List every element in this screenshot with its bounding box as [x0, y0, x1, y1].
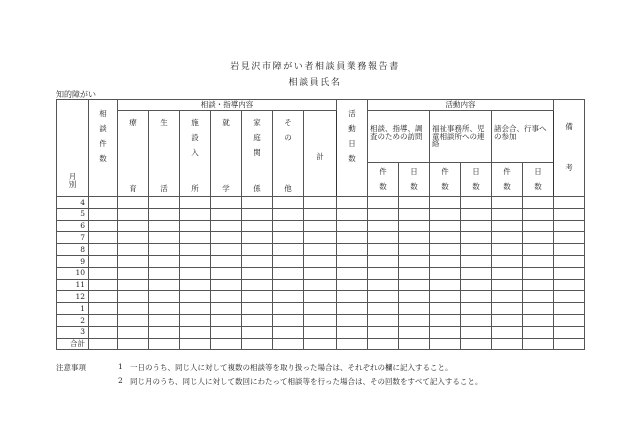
entry-cell[interactable]	[211, 232, 242, 244]
entry-cell[interactable]	[89, 197, 118, 209]
entry-cell[interactable]	[368, 208, 399, 220]
entry-cell[interactable]	[368, 291, 399, 303]
entry-cell[interactable]	[118, 326, 149, 338]
entry-cell[interactable]	[304, 267, 337, 279]
entry-cell[interactable]	[554, 255, 585, 267]
activity-group-header: 活動内容	[368, 100, 554, 111]
entry-cell[interactable]	[273, 267, 304, 279]
note-text: 同じ月のうち、同じ人に対して数回にわたって相談等を行った場合は、その回数をすべて記入すること。	[130, 377, 483, 386]
entry-cell[interactable]	[273, 303, 304, 315]
entry-cell[interactable]	[337, 220, 368, 232]
entry-cell[interactable]	[211, 197, 242, 209]
consult-col-header	[118, 111, 149, 197]
entry-cell[interactable]	[368, 326, 399, 338]
entry-cell[interactable]	[368, 232, 399, 244]
entry-cell[interactable]	[554, 197, 585, 209]
entry-cell[interactable]	[149, 303, 180, 315]
consult-col-bottom-label: 所	[191, 183, 199, 193]
entry-cell[interactable]	[399, 326, 430, 338]
month-label: 5	[57, 208, 89, 220]
entry-cell[interactable]	[523, 232, 554, 244]
entry-cell[interactable]	[461, 255, 492, 267]
entry-cell[interactable]	[304, 220, 337, 232]
entry-cell[interactable]	[523, 208, 554, 220]
total-label: 合計	[57, 338, 89, 350]
entry-cell[interactable]	[554, 279, 585, 291]
entry-cell[interactable]	[492, 208, 523, 220]
entry-cell[interactable]	[399, 255, 430, 267]
document-title: 岩見沢市障がい者相談員業務報告書	[230, 62, 400, 72]
entry-cell[interactable]	[337, 279, 368, 291]
entry-cell[interactable]	[523, 220, 554, 232]
entry-cell[interactable]	[118, 314, 149, 326]
entry-cell[interactable]	[430, 220, 461, 232]
entry-cell[interactable]	[523, 279, 554, 291]
entry-cell[interactable]	[118, 255, 149, 267]
disability-category: 知的障がい	[56, 90, 96, 99]
entry-cell[interactable]	[337, 314, 368, 326]
entry-cell[interactable]	[492, 314, 523, 326]
entry-cell[interactable]	[461, 338, 492, 350]
entry-cell[interactable]	[399, 338, 430, 350]
total-header: 計	[304, 111, 337, 197]
entry-cell[interactable]	[242, 338, 273, 350]
entry-cell[interactable]	[304, 232, 337, 244]
consult-col-bottom-label: 活	[160, 183, 168, 193]
entry-cell[interactable]	[304, 314, 337, 326]
entry-cell[interactable]	[461, 208, 492, 220]
entry-cell[interactable]	[118, 232, 149, 244]
entry-cell[interactable]	[368, 197, 399, 209]
entry-cell[interactable]	[89, 244, 118, 256]
entry-cell[interactable]	[89, 208, 118, 220]
entry-cell[interactable]	[461, 291, 492, 303]
entry-cell[interactable]	[430, 197, 461, 209]
entry-cell[interactable]	[211, 291, 242, 303]
entry-cell[interactable]	[523, 326, 554, 338]
entry-cell[interactable]	[399, 291, 430, 303]
entry-cell[interactable]	[242, 326, 273, 338]
entry-cell[interactable]	[399, 279, 430, 291]
entry-cell[interactable]	[492, 244, 523, 256]
entry-cell[interactable]	[492, 279, 523, 291]
consult-col-top-label: 家 庭 関	[253, 118, 261, 157]
entry-cell[interactable]	[399, 232, 430, 244]
entry-cell[interactable]	[461, 232, 492, 244]
entry-cell[interactable]	[149, 208, 180, 220]
entry-cell[interactable]	[180, 197, 211, 209]
entry-cell[interactable]	[149, 244, 180, 256]
table-row	[57, 314, 585, 326]
consult-col-header	[242, 111, 273, 197]
entry-cell[interactable]	[118, 244, 149, 256]
entry-cell[interactable]	[399, 244, 430, 256]
entry-cell[interactable]	[242, 220, 273, 232]
entry-cell[interactable]	[273, 291, 304, 303]
entry-cell[interactable]	[523, 338, 554, 350]
entry-cell[interactable]	[89, 232, 118, 244]
entry-cell[interactable]	[118, 279, 149, 291]
entry-cell[interactable]	[368, 314, 399, 326]
entry-cell[interactable]	[89, 326, 118, 338]
entry-cell[interactable]	[461, 220, 492, 232]
month-label: 3	[57, 326, 89, 338]
table-row	[57, 303, 585, 315]
entry-cell[interactable]	[273, 220, 304, 232]
activity-days-header: 活 動 日 数	[337, 100, 368, 197]
entry-cell[interactable]	[492, 303, 523, 315]
entry-cell[interactable]	[273, 244, 304, 256]
consult-col-header	[180, 111, 211, 197]
entry-cell[interactable]	[461, 197, 492, 209]
month-label: 1	[57, 303, 89, 315]
entry-cell[interactable]	[242, 303, 273, 315]
entry-cell[interactable]	[399, 314, 430, 326]
entry-cell[interactable]	[304, 303, 337, 315]
entry-cell[interactable]	[430, 208, 461, 220]
table-row	[57, 232, 585, 244]
month-label: 10	[57, 267, 89, 279]
consult-col-top-label: 就	[222, 118, 230, 127]
entry-cell[interactable]	[430, 232, 461, 244]
entry-cell[interactable]	[180, 326, 211, 338]
entry-cell[interactable]	[337, 291, 368, 303]
entry-cell[interactable]	[337, 255, 368, 267]
entry-cell[interactable]	[180, 338, 211, 350]
entry-cell[interactable]	[273, 232, 304, 244]
entry-cell[interactable]	[368, 267, 399, 279]
table-row	[57, 279, 585, 291]
consult-col-header	[273, 111, 304, 197]
contact-days-header: 日 数	[461, 163, 492, 197]
month-label: 12	[57, 291, 89, 303]
entry-cell[interactable]	[430, 244, 461, 256]
entry-cell[interactable]	[89, 267, 118, 279]
entry-cell[interactable]	[523, 244, 554, 256]
activity-contact-header: 福祉事務所、児童相談所への連絡	[430, 111, 492, 163]
table-row	[57, 326, 585, 338]
entry-cell[interactable]	[554, 338, 585, 350]
entry-cell[interactable]	[273, 326, 304, 338]
entry-cell[interactable]	[242, 255, 273, 267]
table-row	[57, 220, 585, 232]
consult-col-top-label: 施 設 入	[191, 118, 199, 157]
entry-cell[interactable]	[368, 279, 399, 291]
entry-cell[interactable]	[399, 220, 430, 232]
entry-cell[interactable]	[118, 220, 149, 232]
entry-cell[interactable]	[242, 279, 273, 291]
entry-cell[interactable]	[461, 314, 492, 326]
entry-cell[interactable]	[211, 338, 242, 350]
entry-cell[interactable]	[304, 338, 337, 350]
entry-cell[interactable]	[149, 291, 180, 303]
contact-count-header: 件 数	[430, 163, 461, 197]
entry-cell[interactable]	[149, 326, 180, 338]
table-row	[57, 291, 585, 303]
entry-cell[interactable]	[242, 291, 273, 303]
entry-cell[interactable]	[337, 244, 368, 256]
entry-cell[interactable]	[368, 303, 399, 315]
entry-cell[interactable]	[492, 267, 523, 279]
entry-cell[interactable]	[337, 208, 368, 220]
month-header: 月 別	[57, 100, 89, 197]
entry-cell[interactable]	[430, 267, 461, 279]
entry-cell[interactable]	[304, 208, 337, 220]
month-label: 2	[57, 314, 89, 326]
table-row	[57, 208, 585, 220]
note-text: 一日のうち、同じ人に対して複数の相談等を取り扱った場合は、それぞれの欄に記入すること。	[130, 363, 453, 372]
entry-cell[interactable]	[523, 303, 554, 315]
entry-cell[interactable]	[554, 208, 585, 220]
entry-cell[interactable]	[242, 314, 273, 326]
entry-cell[interactable]	[337, 303, 368, 315]
entry-cell[interactable]	[461, 244, 492, 256]
entry-cell[interactable]	[304, 326, 337, 338]
consult-col-top-label: そ の	[284, 118, 292, 142]
month-label: 6	[57, 220, 89, 232]
entry-cell[interactable]	[399, 197, 430, 209]
entry-cell[interactable]	[180, 220, 211, 232]
table-row	[57, 244, 585, 256]
notes-label: 注意事項	[56, 363, 86, 372]
entry-cell[interactable]	[399, 208, 430, 220]
entry-cell[interactable]	[149, 314, 180, 326]
entry-cell[interactable]	[304, 244, 337, 256]
entry-cell[interactable]	[149, 220, 180, 232]
consult-col-header	[149, 111, 180, 197]
entry-cell[interactable]	[211, 255, 242, 267]
consult-col-bottom-label: 学	[222, 183, 230, 193]
entry-cell[interactable]	[399, 303, 430, 315]
entry-cell[interactable]	[89, 314, 118, 326]
entry-cell[interactable]	[273, 255, 304, 267]
entry-cell[interactable]	[242, 208, 273, 220]
entry-cell[interactable]	[461, 267, 492, 279]
entry-cell[interactable]	[180, 255, 211, 267]
entry-cell[interactable]	[242, 232, 273, 244]
entry-cell[interactable]	[368, 255, 399, 267]
note-number: 2	[118, 376, 123, 385]
entry-cell[interactable]	[554, 267, 585, 279]
entry-cell[interactable]	[492, 197, 523, 209]
entry-cell[interactable]	[368, 244, 399, 256]
entry-cell[interactable]	[430, 338, 461, 350]
entry-cell[interactable]	[430, 326, 461, 338]
entry-cell[interactable]	[430, 255, 461, 267]
entry-cell[interactable]	[399, 267, 430, 279]
entry-cell[interactable]	[430, 279, 461, 291]
entry-cell[interactable]	[304, 291, 337, 303]
entry-cell[interactable]	[149, 338, 180, 350]
month-label: 9	[57, 255, 89, 267]
entry-cell[interactable]	[554, 291, 585, 303]
entry-cell[interactable]	[180, 244, 211, 256]
activity-visit-header: 相談、指導、調査のための訪問	[368, 111, 430, 163]
report-table	[56, 99, 585, 350]
entry-cell[interactable]	[523, 291, 554, 303]
table-row	[57, 197, 585, 209]
month-label: 4	[57, 197, 89, 209]
entry-cell[interactable]	[118, 197, 149, 209]
entry-cell[interactable]	[118, 338, 149, 350]
entry-cell[interactable]	[89, 255, 118, 267]
note-number: 1	[118, 362, 123, 371]
entry-cell[interactable]	[461, 326, 492, 338]
entry-cell[interactable]	[89, 303, 118, 315]
entry-cell[interactable]	[180, 232, 211, 244]
table-row	[57, 267, 585, 279]
entry-cell[interactable]	[242, 267, 273, 279]
entry-cell[interactable]	[492, 291, 523, 303]
entry-cell[interactable]	[118, 291, 149, 303]
entry-cell[interactable]	[304, 279, 337, 291]
entry-cell[interactable]	[523, 267, 554, 279]
entry-cell[interactable]	[149, 232, 180, 244]
entry-cell[interactable]	[89, 279, 118, 291]
entry-cell[interactable]	[337, 197, 368, 209]
entry-cell[interactable]	[492, 232, 523, 244]
month-label: 11	[57, 279, 89, 291]
entry-cell[interactable]	[368, 338, 399, 350]
visit-days-header: 日 数	[399, 163, 430, 197]
consult-col-top-label: 療	[129, 118, 137, 127]
entry-cell[interactable]	[180, 267, 211, 279]
entry-cell[interactable]	[211, 314, 242, 326]
entry-cell[interactable]	[492, 326, 523, 338]
entry-cell[interactable]	[430, 291, 461, 303]
entry-cell[interactable]	[89, 291, 118, 303]
entry-cell[interactable]	[492, 338, 523, 350]
counselor-name-label: 相談員氏名	[288, 78, 342, 88]
entry-cell[interactable]	[149, 267, 180, 279]
consult-col-bottom-label: 他	[284, 183, 292, 193]
entry-cell[interactable]	[211, 279, 242, 291]
entry-cell[interactable]	[211, 208, 242, 220]
entry-cell[interactable]	[554, 303, 585, 315]
month-label: 8	[57, 244, 89, 256]
entry-cell[interactable]	[180, 279, 211, 291]
entry-cell[interactable]	[118, 208, 149, 220]
entry-cell[interactable]	[492, 255, 523, 267]
activity-meeting-header: 諸会合、行事への参加	[492, 111, 554, 163]
entry-cell[interactable]	[368, 220, 399, 232]
entry-cell[interactable]	[430, 303, 461, 315]
entry-cell[interactable]	[118, 267, 149, 279]
total-row	[57, 338, 585, 350]
entry-cell[interactable]	[273, 208, 304, 220]
remarks-header: 備 考	[554, 100, 585, 197]
entry-cell[interactable]	[554, 220, 585, 232]
entry-cell[interactable]	[211, 326, 242, 338]
entry-cell[interactable]	[461, 279, 492, 291]
entry-cell[interactable]	[211, 267, 242, 279]
entry-cell[interactable]	[242, 244, 273, 256]
entry-cell[interactable]	[461, 303, 492, 315]
entry-cell[interactable]	[273, 279, 304, 291]
entry-cell[interactable]	[180, 314, 211, 326]
consult-count-header: 相 談 件 数	[89, 100, 118, 197]
entry-cell[interactable]	[149, 255, 180, 267]
entry-cell[interactable]	[337, 232, 368, 244]
entry-cell[interactable]	[118, 303, 149, 315]
entry-cell[interactable]	[523, 255, 554, 267]
entry-cell[interactable]	[180, 303, 211, 315]
entry-cell[interactable]	[430, 314, 461, 326]
entry-cell[interactable]	[304, 255, 337, 267]
entry-cell[interactable]	[523, 197, 554, 209]
entry-cell[interactable]	[89, 220, 118, 232]
entry-cell[interactable]	[523, 314, 554, 326]
entry-cell[interactable]	[211, 303, 242, 315]
visit-count-header: 件 数	[368, 163, 399, 197]
consult-col-header	[211, 111, 242, 197]
entry-cell[interactable]	[554, 326, 585, 338]
entry-cell[interactable]	[211, 220, 242, 232]
consult-group-header: 相談・指導内容	[118, 100, 337, 111]
entry-cell[interactable]	[211, 244, 242, 256]
entry-cell[interactable]	[273, 314, 304, 326]
entry-cell[interactable]	[149, 279, 180, 291]
entry-cell[interactable]	[180, 208, 211, 220]
entry-cell[interactable]	[554, 232, 585, 244]
entry-cell[interactable]	[180, 291, 211, 303]
entry-cell[interactable]	[304, 197, 337, 209]
month-label: 7	[57, 232, 89, 244]
entry-cell[interactable]	[554, 244, 585, 256]
consult-col-top-label: 生	[160, 118, 168, 127]
entry-cell[interactable]	[149, 197, 180, 209]
table-row	[57, 255, 585, 267]
entry-cell[interactable]	[273, 197, 304, 209]
entry-cell[interactable]	[337, 338, 368, 350]
meeting-count-header: 件 数	[492, 163, 523, 197]
entry-cell[interactable]	[554, 314, 585, 326]
entry-cell[interactable]	[337, 267, 368, 279]
entry-cell[interactable]	[273, 338, 304, 350]
entry-cell[interactable]	[492, 220, 523, 232]
entry-cell[interactable]	[242, 197, 273, 209]
meeting-days-header: 日 数	[523, 163, 554, 197]
entry-cell[interactable]	[89, 338, 118, 350]
consult-col-bottom-label: 係	[253, 183, 261, 193]
entry-cell[interactable]	[337, 326, 368, 338]
consult-col-bottom-label: 育	[129, 183, 137, 193]
